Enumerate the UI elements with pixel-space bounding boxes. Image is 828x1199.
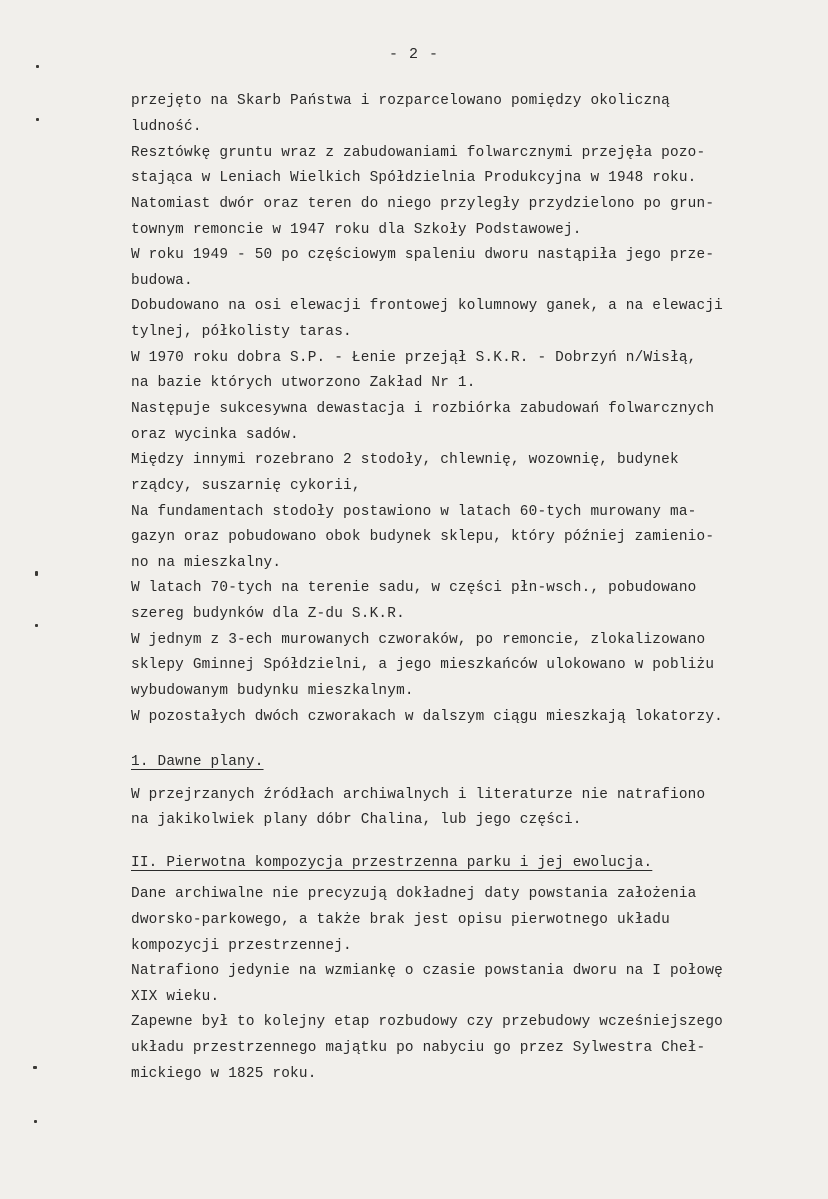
text-line: budowa.: [131, 273, 193, 289]
text-line: wybudowanym budynku mieszkalnym.: [131, 683, 414, 699]
text-line: układu przestrzennego majątku po nabyciu go przez Sylwestra Cheł-: [131, 1040, 706, 1056]
scan-speck: [35, 624, 38, 627]
text-line: Resztówkę gruntu wraz z zabudowaniami folwarcznymi przejęła pozo-: [131, 145, 706, 161]
text-line: rządcy, suszarnię cykorii,: [131, 478, 361, 494]
text-line: ludność.: [131, 119, 202, 135]
text-line: W jednym z 3-ech murowanych czworaków, po remoncie, zlokalizowano: [131, 632, 706, 648]
scan-speck: [33, 1066, 37, 1069]
text-line: W pozostałych dwóch czworakach w dalszym ciągu mieszkają lokatorzy.: [131, 709, 723, 725]
text-line: W przejrzanych źródłach archiwalnych i literaturze nie natrafiono: [131, 787, 706, 803]
text-line: Natrafiono jedynie na wzmiankę o czasie powstania dworu na I połowę: [131, 963, 723, 979]
text-line: stająca w Leniach Wielkich Spółdzielnia Produkcyjna w 1948 roku.: [131, 170, 697, 186]
text-line: W roku 1949 - 50 po częściowym spaleniu dworu nastąpiła jego prze-: [131, 247, 715, 263]
text-line: oraz wycinka sadów.: [131, 427, 299, 443]
text-line: Następuje sukcesywna dewastacja i rozbiórka zabudowań folwarcznych: [131, 401, 715, 417]
text-line: przejęto na Skarb Państwa i rozparcelowano pomiędzy okoliczną: [131, 93, 670, 109]
text-line: kompozycji przestrzennej.: [131, 938, 352, 954]
text-line: Zapewne był to kolejny etap rozbudowy czy przebudowy wcześniejszego: [131, 1014, 723, 1030]
text-line: tylnej, półkolisty taras.: [131, 324, 352, 340]
text-line: dworsko-parkowego, a także brak jest opisu pierwotnego układu: [131, 912, 670, 928]
scan-speck: [35, 571, 38, 576]
scan-speck: [34, 1120, 37, 1123]
section-heading-1: 1. Dawne plany.: [131, 754, 264, 770]
text-line: XIX wieku.: [131, 989, 220, 1005]
text-line: townym remoncie w 1947 roku dla Szkoły Podstawowej.: [131, 222, 582, 238]
page-number: - 2 -: [388, 46, 439, 63]
text-line: Dane archiwalne nie precyzują dokładnej daty powstania założenia: [131, 886, 697, 902]
section-heading-2: II. Pierwotna kompozycja przestrzenna parku i jej ewolucja.: [131, 855, 653, 871]
text-line: Dobudowano na osi elewacji frontowej kolumnowy ganek, a na elewacji: [131, 298, 723, 314]
text-line: szereg budynków dla Z-du S.K.R.: [131, 606, 405, 622]
text-line: mickiego w 1825 roku.: [131, 1066, 317, 1082]
text-line: Natomiast dwór oraz teren do niego przyległy przydzielono po grun-: [131, 196, 715, 212]
text-line: sklepy Gminnej Spółdzielni, a jego mieszkańców ulokowano w pobliżu: [131, 657, 715, 673]
text-line: no na mieszkalny.: [131, 555, 282, 571]
text-line: gazyn oraz pobudowano obok budynek sklepu, który później zamienio-: [131, 529, 715, 545]
text-line: Między innymi rozebrano 2 stodoły, chlewnię, wozownię, budynek: [131, 452, 679, 468]
scan-speck: [36, 65, 39, 68]
text-line: na jakikolwiek plany dóbr Chalina, lub jego części.: [131, 812, 582, 828]
text-line: W latach 70-tych na terenie sadu, w części płn-wsch., pobudowano: [131, 580, 697, 596]
scan-speck: [36, 118, 39, 121]
text-line: W 1970 roku dobra S.P. - Łenie przejął S.K.R. - Dobrzyń n/Wisłą,: [131, 350, 697, 366]
text-line: Na fundamentach stodoły postawiono w latach 60-tych murowany ma-: [131, 504, 697, 520]
text-line: na bazie których utworzono Zakład Nr 1.: [131, 375, 476, 391]
